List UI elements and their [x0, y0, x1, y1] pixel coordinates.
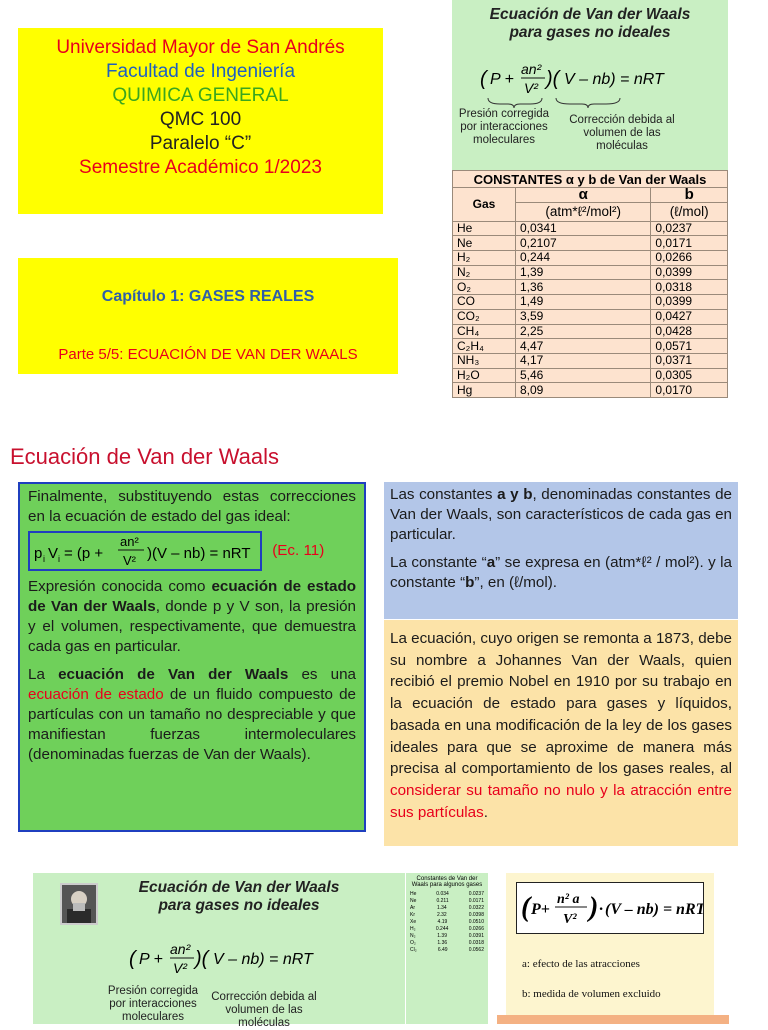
vdw-equation-graphic — [452, 55, 728, 97]
mini-cell: 0.0510 — [468, 919, 484, 925]
cell-a: 1,39 — [516, 265, 651, 280]
mini-cell: N₂ — [410, 933, 416, 939]
cell-b: 0,0305 — [651, 368, 728, 383]
mini-cell: 0.0398 — [468, 912, 484, 918]
table-row — [453, 295, 728, 310]
svg-text:(V – nb) = nRT: (V – nb) = nRT — [605, 901, 703, 918]
history-highlight: considerar su tamaño no nulo y la atracción entre sus partículas — [390, 781, 732, 821]
mini-table-row — [410, 898, 484, 905]
table-row — [453, 309, 728, 324]
course-name: QUIMICA GENERAL — [112, 85, 289, 106]
svg-text:V²: V² — [524, 80, 538, 96]
b-note: b: medida de volumen excluido — [522, 988, 661, 1000]
mini-table-row — [410, 933, 484, 940]
svg-text:V²: V² — [563, 912, 577, 927]
table-row — [453, 324, 728, 339]
cell-b: 0,0318 — [651, 280, 728, 295]
cell-b: 0,0171 — [651, 236, 728, 251]
equation-11 — [28, 531, 262, 571]
mini-table-title: Constantes de Van der Waals para algunos gases — [411, 876, 483, 888]
mini-cell: 0.0562 — [468, 947, 484, 953]
cell-gas: Ne — [453, 236, 516, 251]
course-code: QMC 100 — [159, 109, 242, 130]
cell-b: 0,0237 — [651, 221, 728, 236]
cell-gas: C₂H₄ — [453, 339, 516, 354]
mini-cell: Xe — [410, 919, 417, 925]
svg-text:V²: V² — [123, 553, 136, 568]
chapter-box — [18, 258, 398, 374]
mini-cell: 6.49 — [437, 947, 448, 953]
svg-text:an²: an² — [120, 534, 139, 549]
cell-a: 4,47 — [516, 339, 651, 354]
table-row — [453, 353, 728, 368]
mini-table-row — [410, 905, 484, 912]
mini-cell: 2.32 — [436, 912, 447, 918]
mini-table-row — [410, 919, 484, 926]
mini-table-row — [410, 940, 484, 947]
mini-constants-table — [406, 873, 488, 1024]
cell-gas: Hg — [453, 383, 516, 398]
units-paragraph: La constante “a” se expresa en (atm*ℓ² / mol²). y la constante “b”, en (ℓ/mol). — [390, 554, 732, 591]
cell-gas: CO — [453, 295, 516, 310]
cell-b: 0,0170 — [651, 383, 728, 398]
table-row — [453, 368, 728, 383]
col-a-header: α — [516, 188, 651, 203]
mini-cell: 0.0266 — [468, 926, 484, 932]
bottom-pressure-label: Presión corregida por interacciones moleculares — [107, 985, 199, 1023]
svg-text:P +: P + — [490, 71, 514, 88]
mini-table-row — [410, 926, 484, 933]
svg-text:(: ( — [521, 892, 531, 923]
svg-text:an²: an² — [170, 941, 191, 957]
cell-gas: CO₂ — [453, 309, 516, 324]
mini-cell: 0.034 — [436, 891, 449, 897]
pressure-correction-label: Presión corregida por interacciones moleculares — [458, 108, 550, 146]
mini-cell: 0.0237 — [468, 891, 484, 897]
table-row — [453, 280, 728, 295]
mini-cell: O₂ — [410, 940, 416, 946]
a-note: a: efecto de las atracciones — [522, 958, 640, 970]
col-gas-header: Gas — [453, 188, 516, 222]
cell-a: 1,36 — [516, 280, 651, 295]
mini-table-row — [410, 891, 484, 898]
col-b-header: b — [651, 188, 728, 203]
volume-correction-label: Corrección debida al volumen de las moléculas — [569, 114, 675, 152]
cell-a: 4,17 — [516, 353, 651, 368]
mini-cell: 0.0318 — [468, 940, 484, 946]
svg-text:(: ( — [480, 68, 487, 90]
cell-gas: N₂ — [453, 265, 516, 280]
cell-a: 5,46 — [516, 368, 651, 383]
cell-b: 0,0571 — [651, 339, 728, 354]
svg-text:n² a: n² a — [557, 892, 580, 907]
vdw-bottom-equation — [93, 935, 393, 977]
svg-text:)(: )( — [546, 68, 560, 90]
svg-text:)(V – nb) = nRT: )(V – nb) = nRT — [147, 545, 251, 562]
cell-gas: CH₄ — [453, 324, 516, 339]
constants-explanation-box — [384, 482, 738, 619]
svg-text:V: V — [48, 545, 59, 562]
boxed-formula — [516, 882, 704, 934]
cell-a: 0,2107 — [516, 236, 651, 251]
vdw-title-line2: para gases no ideales — [509, 24, 671, 41]
section-title: Ecuación de Van der Waals — [10, 444, 280, 469]
svg-text:p: p — [34, 545, 43, 562]
cell-b: 0,0399 — [651, 265, 728, 280]
expression-paragraph: Expresión conocida como ecuación de estado de Van der Waals, donde p y V son, la presión y el volumen, respectivamente, que demuestra cada gas en particular. — [28, 578, 356, 655]
table-row — [453, 383, 728, 398]
mini-cell: 1.34 — [436, 905, 447, 911]
mini-cell: 0.0322 — [468, 905, 484, 911]
equation-11-graphic — [34, 533, 256, 569]
svg-text:(: ( — [129, 948, 136, 970]
mini-cell: H₂ — [410, 926, 416, 932]
course-header — [18, 28, 383, 214]
van-der-waals-portrait — [60, 883, 98, 925]
constants-table — [452, 170, 728, 398]
mini-cell: Ne — [410, 898, 417, 904]
svg-text:= (p +: = (p + — [64, 545, 104, 562]
vdw-title-line1: Ecuación de Van der Waals — [489, 6, 691, 23]
history-text: La ecuación, cuyo origen se remonta a 1873, debe su nombre a Johannes Van der Waals, quien recibió el premio Nobel en 1910 por su trabajo en la ecuación de estado para gases y líquidos, basada en una modificación de la ley de los gases ideales para que se aproxime de manera más precisa al comportamiento de los gases reales, al — [390, 630, 732, 778]
cell-a: 0,0341 — [516, 221, 651, 236]
vdw-bottom-title-line2: para gases no ideales — [158, 897, 320, 914]
semester: Semestre Académico 1/2023 — [79, 157, 322, 178]
svg-text:P+: P+ — [531, 901, 550, 918]
cell-a: 2,25 — [516, 324, 651, 339]
table-row — [453, 339, 728, 354]
table-title: CONSTANTES α y b de Van der Waals — [453, 171, 728, 188]
bottom-volume-label: Corrección debida al volumen de las moléculas — [211, 991, 317, 1029]
definition-paragraph: La ecuación de Van der Waals es una ecuación de estado de un fluido compuesto de partículas con un tamaño no despreciable y que manifiestan fuerzas intermoleculares (denominadas fuerzas de Van der Waals). — [28, 666, 356, 763]
svg-text:P +: P + — [139, 951, 163, 968]
cell-a: 8,09 — [516, 383, 651, 398]
vdw-equation-panel — [452, 0, 728, 170]
svg-text:i: i — [58, 554, 60, 564]
svg-text:an²: an² — [521, 61, 542, 77]
mini-table-row — [410, 912, 484, 919]
cell-a: 3,59 — [516, 309, 651, 324]
table-row — [453, 251, 728, 266]
svg-text:)(: )( — [195, 948, 209, 970]
table-row — [453, 265, 728, 280]
paralelo: Paralelo “C” — [149, 133, 252, 154]
unit-a: (atm*ℓ²/mol²) — [516, 202, 651, 221]
mini-cell: 0.244 — [435, 926, 449, 932]
cell-gas: O₂ — [453, 280, 516, 295]
mini-cell: Cl₂ — [410, 947, 417, 953]
orange-strip — [497, 1015, 729, 1024]
cell-b: 0,0266 — [651, 251, 728, 266]
boxed-formula-graphic — [517, 883, 703, 933]
history-box: La ecuación, cuyo origen se remonta a 1873, debe su nombre a Johannes Van der Waals, quien recibió el premio Nobel en 1910 por su trabajo en la ecuación de estado para gases y líquidos, basada en una modificación de la ley de los gases ideales para que se aproxime de manera más precisa al comportamiento de los gases reales, al considerar su tamaño no nulo y la atracción entre sus partículas. — [384, 620, 738, 846]
mini-cell: Kr — [410, 912, 415, 918]
cell-gas: He — [453, 221, 516, 236]
equation-ref: (Ec. 11) — [272, 542, 325, 560]
svg-text:V – nb) = nRT: V – nb) = nRT — [564, 71, 664, 88]
table-row — [453, 221, 728, 236]
svg-text:V – nb) = nRT: V – nb) = nRT — [213, 951, 313, 968]
unit-b: (ℓ/mol) — [651, 202, 728, 221]
portrait-icon — [62, 885, 96, 923]
mini-cell: He — [410, 891, 417, 897]
svg-text:i: i — [43, 554, 45, 564]
green-explanation-box — [18, 482, 366, 832]
intro-text: Finalmente, substituyendo estas correcciones en la ecuación de estado del gas ideal: — [28, 488, 356, 525]
cell-b: 0,0371 — [651, 353, 728, 368]
mini-cell: 4.19 — [437, 919, 448, 925]
cell-b: 0,0428 — [651, 324, 728, 339]
cell-a: 0,244 — [516, 251, 651, 266]
mini-table-row — [410, 947, 484, 954]
equation-row — [28, 531, 356, 571]
constants-paragraph: Las constantes a y b, denominadas constantes de Van der Waals, son característicos de cada gas en particular. — [390, 486, 732, 543]
mini-cell: Ar — [410, 905, 415, 911]
cell-b: 0,0427 — [651, 309, 728, 324]
university-name: Universidad Mayor de San Andrés — [56, 37, 345, 58]
mini-cell: 0.0171 — [468, 898, 484, 904]
mini-cell: 0.211 — [436, 898, 449, 904]
chapter-part: Parte 5/5: ECUACIÓN DE VAN DER WAALS — [58, 346, 358, 363]
cell-gas: H₂O — [453, 368, 516, 383]
cell-gas: H₂ — [453, 251, 516, 266]
cell-gas: NH₃ — [453, 353, 516, 368]
cell-b: 0,0399 — [651, 295, 728, 310]
mini-cell: 1.39 — [437, 933, 447, 939]
cell-a: 1,49 — [516, 295, 651, 310]
table-row — [453, 236, 728, 251]
svg-text:): ) — [589, 892, 599, 923]
chapter-title: Capítulo 1: GASES REALES — [101, 288, 315, 305]
mini-cell: 1.36 — [437, 940, 448, 946]
svg-text:·: · — [599, 901, 603, 918]
svg-text:V²: V² — [173, 960, 187, 976]
mini-cell: 0.0391 — [468, 933, 484, 939]
faculty-name: Facultad de Ingeniería — [105, 61, 296, 82]
vdw-bottom-title-line1: Ecuación de Van der Waals — [138, 879, 340, 896]
